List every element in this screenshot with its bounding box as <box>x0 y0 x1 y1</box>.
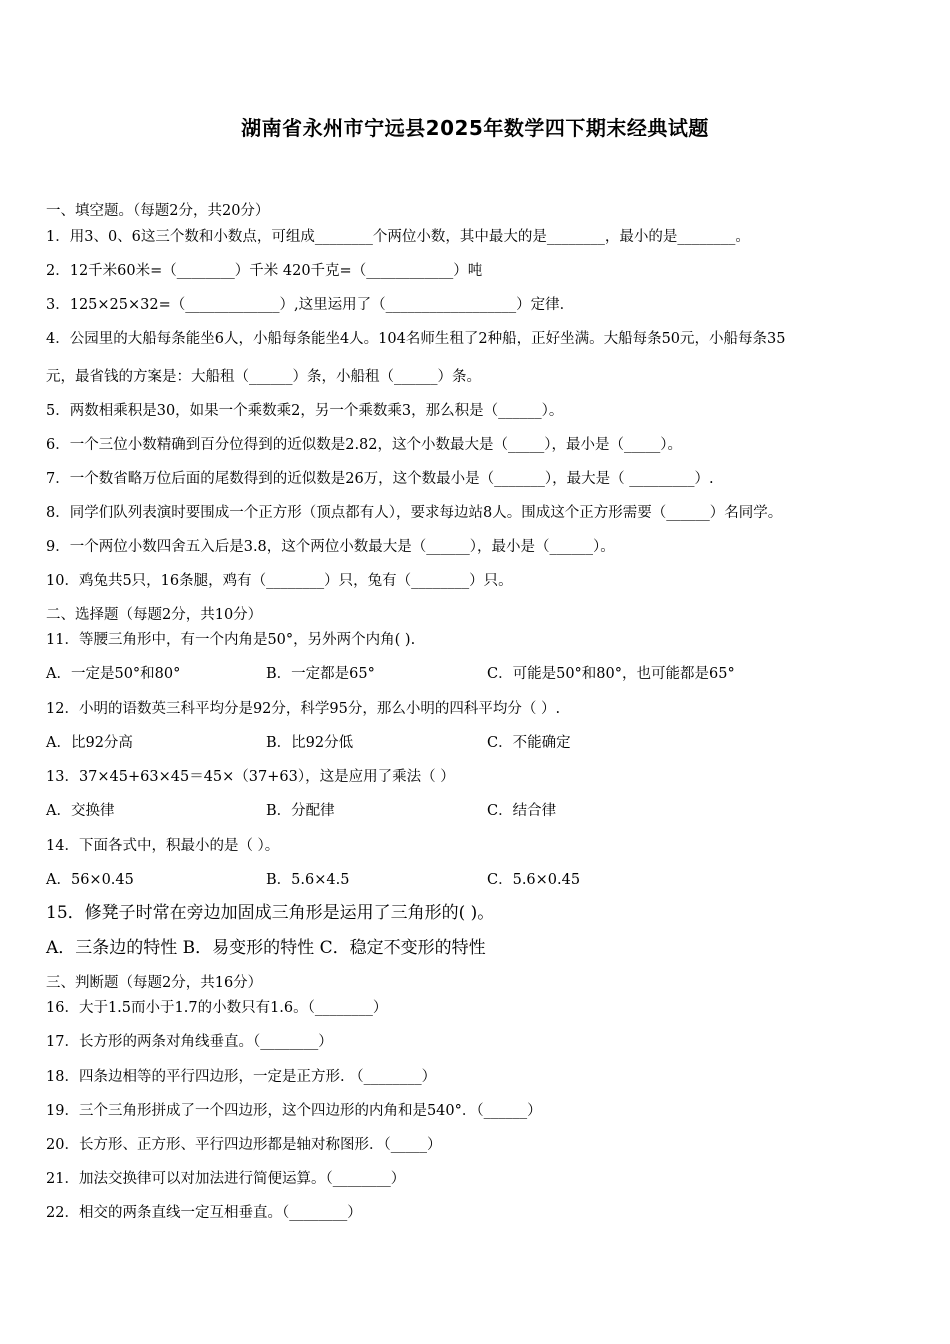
question-1: 1．用3、0、6这三个数和小数点，可组成________个两位小数，其中最大的是________，最小的是________。 <box>46 229 750 245</box>
question-11-option-b: B．一定都是65° <box>266 666 375 682</box>
question-17: 17．长方形的两条对角线垂直。（________） <box>46 1034 333 1050</box>
question-14-option-a: A．56×0.45 <box>46 872 134 888</box>
section-heading-fill-blank: 一、填空题。（每题2分，共20分） <box>46 203 270 219</box>
question-11-option-c: C．可能是50°和80°，也可能都是65° <box>487 666 735 682</box>
question-8: 8．同学们队列表演时要围成一个正方形（顶点都有人），要求每边站8人。围成这个正方形需要（______）名同学。 <box>46 505 783 521</box>
question-13: 13．37×45+63×45＝45×（37+63），这是应用了乘法（ ） <box>46 769 455 785</box>
question-14: 14．下面各式中，积最小的是（ ）。 <box>46 838 280 854</box>
question-10: 10．鸡兔共5只，16条腿，鸡有（________）只，兔有（________）只。 <box>46 573 513 589</box>
question-4-line-2: 元，最省钱的方案是：大船租（______）条，小船租（______）条。 <box>46 369 481 385</box>
question-21: 21．加法交换律可以对加法进行简便运算。（________） <box>46 1171 406 1187</box>
question-9: 9．一个两位小数四舍五入后是3.8，这个两位小数最大是（______），最小是（______）。 <box>46 539 615 555</box>
question-12-option-c: C．不能确定 <box>487 735 571 751</box>
question-19: 19．三个三角形拼成了一个四边形，这个四边形的内角和是540°．（______） <box>46 1103 542 1119</box>
question-11: 11．等腰三角形中，有一个内角是50°，另外两个内角( ). <box>46 632 416 648</box>
question-22: 22．相交的两条直线一定互相垂直。（________） <box>46 1205 362 1221</box>
question-4-line-1: 4．公园里的大船每条能坐6人，小船每条能坐4人。104名师生租了2种船，正好坐满。大船每条50元，小船每条35 <box>46 331 786 347</box>
question-13-option-a: A．交换律 <box>46 803 115 819</box>
question-12: 12．小明的语数英三科平均分是92分，科学95分，那么小明的四科平均分（ ）. <box>46 701 561 717</box>
question-18: 18．四条边相等的平行四边形，一定是正方形. （________） <box>46 1069 437 1085</box>
question-13-option-c: C．结合律 <box>487 803 557 819</box>
question-16: 16．大于1.5而小于1.7的小数只有1.6。（________） <box>46 1000 388 1016</box>
question-12-option-b: B．比92分低 <box>266 735 354 751</box>
question-15: 15．修凳子时常在旁边加固成三角形是运用了三角形的( )。 <box>46 903 495 923</box>
question-6: 6．一个三位小数精确到百分位得到的近似数是2.82，这个小数最大是（_____），最小是（_____）。 <box>46 437 683 453</box>
question-12-option-a: A．比92分高 <box>46 735 133 751</box>
question-11-option-a: A．一定是50°和80° <box>46 666 181 682</box>
question-13-option-b: B．分配律 <box>266 803 335 819</box>
question-2: 2．12千米60米=（________）千米 420千克=（____________）吨 <box>46 263 483 279</box>
section-heading-choice: 二、选择题（每题2分，共10分） <box>46 607 263 623</box>
page-title: 湖南省永州市宁远县2025年数学四下期末经典试题 <box>241 116 709 140</box>
question-14-option-b: B．5.6×4.5 <box>266 872 350 888</box>
question-14-option-c: C．5.6×0.45 <box>487 872 581 888</box>
question-20: 20．长方形、正方形、平行四边形都是轴对称图形．（_____） <box>46 1137 442 1153</box>
section-heading-true-false: 三、判断题（每题2分，共16分） <box>46 975 263 991</box>
question-15-options: A．三条边的特性 B．易变形的特性 C．稳定不变形的特性 <box>46 938 486 958</box>
question-7: 7．一个数省略万位后面的尾数得到的近似数是26万，这个数最小是（_______），最大是（ _________）. <box>46 471 714 487</box>
question-3: 3．125×25×32=（_____________）,这里运用了（__________________）定律． <box>46 297 575 313</box>
question-5: 5．两数相乘积是30，如果一个乘数乘2，另一个乘数乘3，那么积是（______）。 <box>46 403 564 419</box>
